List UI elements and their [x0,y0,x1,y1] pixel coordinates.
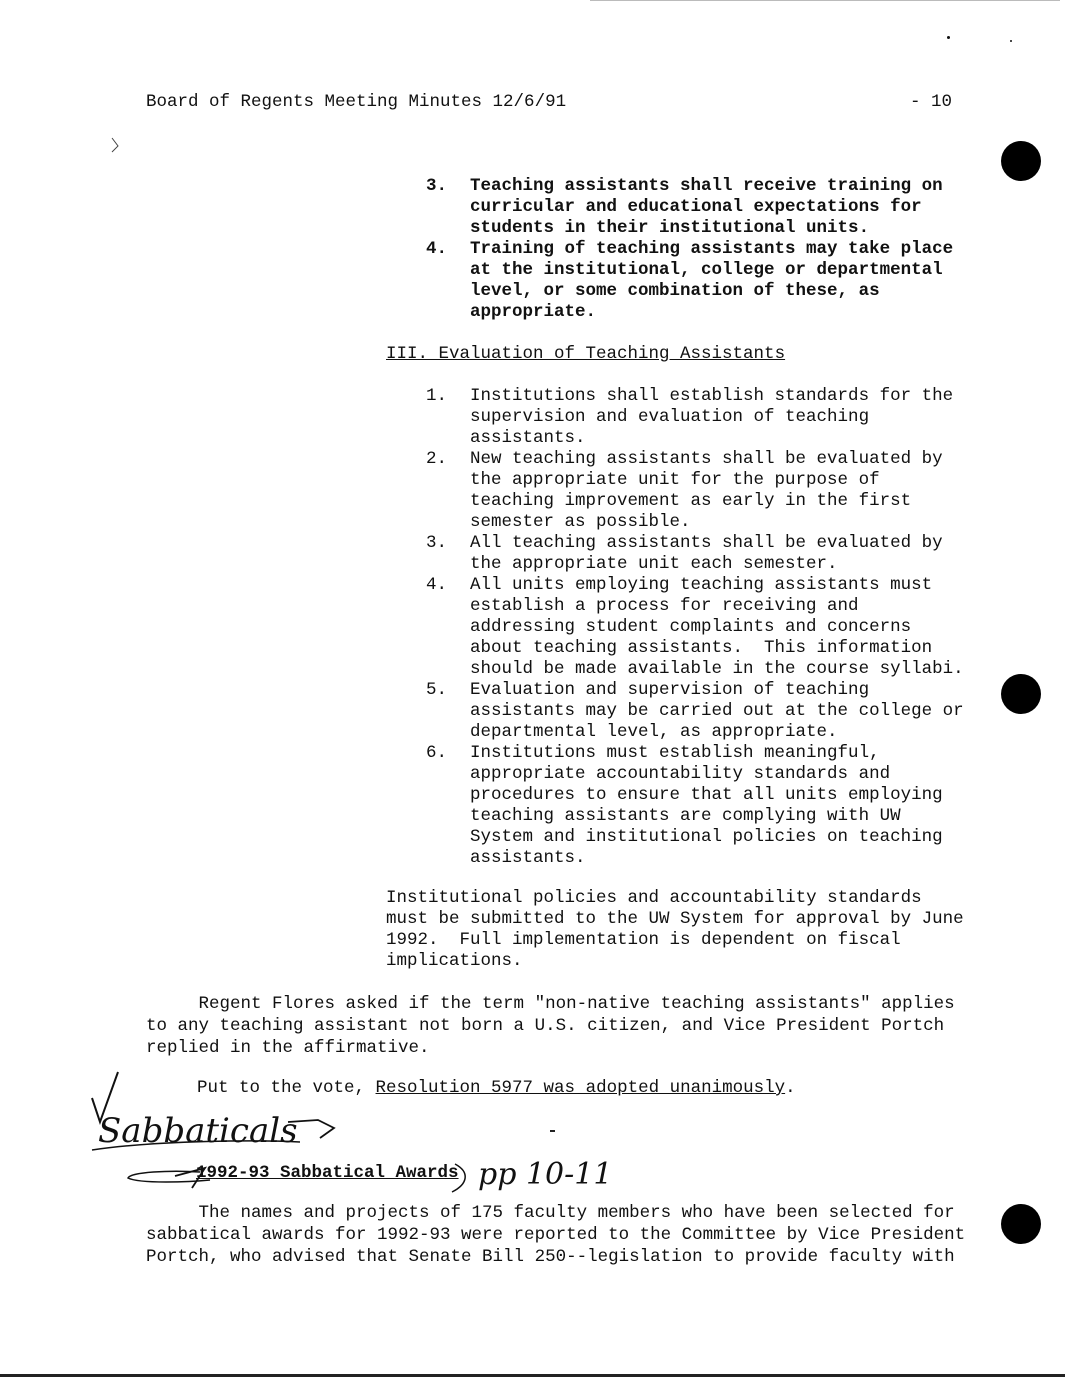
list-item: 2. New teaching assistants shall be evaluated by the appropriate unit for the purpose of teaching improvement as early in the first semester as possible. [426,449,943,532]
scan-speck [550,1130,555,1132]
list-item-text: Teaching assistants shall receive training on curricular and educational expectations for students in their institutional units. [470,176,943,238]
flores-paragraph: Regent Flores asked if the term "non-native teaching assistants" applies to any teaching assistant not born a U.S. citizen, and Vice President Portch replied in the affirmative. [146,994,955,1058]
page-number: - 10 [910,92,953,112]
list-item: 3. All teaching assistants shall be evaluated by the appropriate unit each semester. [426,533,943,574]
vote-prefix: Put to the vote, [197,1078,376,1098]
margin-mark [112,138,118,152]
list-item: 4. Training of teaching assistants may take place at the institutional, college or departmental level, or some combination of these, as appropriate. [426,239,954,322]
list-item-text: All units employing teaching assistants must establish a process for receiving and addressing student complaints and concerns about teaching assistants. This information should be made available in the course syllabi. [470,575,964,679]
list-item: 5. Evaluation and supervision of teaching assistants may be carried out at the college or departmental level, as appropriate. [426,680,964,742]
list-item: 1. Institutions shall establish standards for the supervision and evaluation of teaching assistants. [426,386,954,448]
list-item-text: New teaching assistants shall be evaluated by the appropriate unit for the purpose of teaching improvement as early in the first semester as possible. [470,449,943,532]
list-item-text: Training of teaching assistants may take place at the institutional, college or departmental level, or some combination of these, as appropriate. [470,239,954,322]
list-item-text: Institutions shall establish standards for the supervision and evaluation of teaching assistants. [470,386,954,448]
list-item: 3. Teaching assistants shall receive training on curricular and educational expectations for students in their institutional units. [426,176,943,238]
section-heading: III. Evaluation of Teaching Assistants [386,344,786,364]
list-item-text: Institutions must establish meaningful, appropriate accountability standards and procedures to ensure that all units employing teaching assistants are complying with UW System and institutional policies on teaching assistants. [470,743,943,868]
handwritten-margin-note: Sabbaticals [98,1111,298,1151]
list-item-text: All teaching assistants shall be evaluated by the appropriate unit each semester. [470,533,943,574]
scan-bottom-edge-line [0,1374,1065,1377]
list-item: 6. Institutions must establish meaningful, appropriate accountability standards and procedures to ensure that all units employing teaching assistants are complying with UW System and institutional policies on teaching assistants. [426,743,943,868]
vote-resolution: Resolution 5977 was adopted unanimously [375,1078,786,1098]
list-item: 4. All units employing teaching assistants must establish a process for receiving and addressing student complaints and concerns about teaching assistants. This information should be made available in the course syllabi. [426,575,964,679]
handwritten-page-ref: pp 10-11 [478,1157,613,1192]
header-title: Board of Regents Meeting Minutes 12/6/91 [146,92,567,112]
sabbatical-paragraph: The names and projects of 175 faculty members who have been selected for sabbatical awards for 1992-93 were reported to the Committee by Vice President Portch, who advised that Senate Bill 250--legislation to provide faculty with [146,1203,966,1267]
list-item-text: Evaluation and supervision of teaching assistants may be carried out at the college or departmental level, as appropriate. [470,680,964,742]
vote-suffix: . [785,1078,796,1098]
policy-paragraph: Institutional policies and accountability standards must be submitted to the UW System for approval by June 1992. Full implementation is dependent on fiscal implications. [386,888,964,971]
handwritten-paren [452,1164,465,1192]
sabbatical-heading: 1992-93 Sabbatical Awards [196,1163,459,1183]
